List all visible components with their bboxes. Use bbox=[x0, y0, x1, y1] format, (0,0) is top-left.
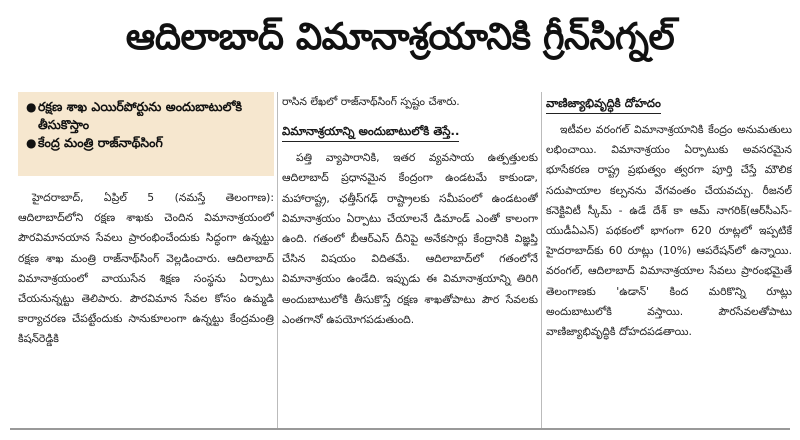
highlight-text: రక్షణ శాఖ ఎయిర్‌పోర్టును అందుబాటులోకి తీసుకొస్తాం bbox=[38, 99, 243, 132]
body-paragraph: ఇటీవల వరంగల్ విమానాశ్రయానికి కేంద్రం అనుమతులు లభించాయి. విమానాశ్రయం ఏర్పాటుకు అవసరమైన భూసేకరణ రాష్ట్ర ప్రభుత్వం త్వరగా పూర్తి చేస్తే మౌలిక సదుపాయాల కల్పనను వేగవంతం చేయవచ్చు. రీజనల్ కనెక్టివిటీ స్కీమ్ - ఉడే దేశ్ కా ఆమ్ నాగరిక్(ఆర్‌సీఎస్-యుడీఏఎన్) పథకంలో భాగంగా 620 రూట్లలో ఇప్పటికే హైదరాబాద్‌కు 60 రూట్లు (10%) ఆపరేషన్‌లో ఉన్నాయి. వరంగల్, ఆదిలాబాద్ విమానాశ్రయాల సేవలు ప్రారంభమైతే తెలంగాణకు 'ఉడాన్' కింద మరికొన్ని రూట్లు అందుబాటులోకి వస్తాయి. పౌరసేవలతోపాటు వాణిజ్యాభివృద్ధికి దోహదపడతాయి. bbox=[546, 123, 792, 339]
bullet-icon: ● bbox=[26, 100, 37, 114]
bullet-icon: ● bbox=[26, 136, 37, 150]
article-column-1 bbox=[18, 92, 274, 350]
highlight-item bbox=[26, 134, 268, 152]
bottom-rule bbox=[10, 428, 790, 430]
body-paragraph: హైదరాబాద్, ఏప్రిల్ 5 (నమస్తే తెలంగాణ): ఆదిలాబాద్‌లోని రక్షణ శాఖకు చెందిన విమానాశ్రయంలో పౌరవిమానయాన సేవలు ప్రారంభించేందుకు సిద్ధంగా ఉన్నట్టు రక్షణ శాఖ మంత్రి రాజ్‌నాథ్‌సింగ్ వెల్లడించారు. ఆదిలాబాద్ విమానాశ్రయంలో వాయుసేన శిక్షణ సంస్థను ఏర్పాటు చేయనున్నట్టు తెలిపారు. పౌరవిమాన సేవల కోసం ఉమ్మడి కార్యాచరణ చేపట్టేందుకు సానుకూలంగా ఉన్నట్టు కేంద్రమంత్రి కిషన్‌రెడ్డికి bbox=[18, 191, 274, 346]
body-paragraph: పత్తి వ్యాపారానికి, ఇతర వ్యవసాయ ఉత్పత్తులకు ఆదిలాబాద్ ప్రధానమైన కేంద్రంగా ఉండటమే కాకుండా, మహారాష్ట్ర, ఛత్తీస్‌గఢ్ రాష్ట్రాలకు సమీపంలో ఉండటంతో విమానాశ్రయం ఏర్పాటు చేయాలనే డిమాండ్ ఎంతో కాలంగా ఉంది. గతంలో బీఆర్‌ఎస్ దీనిపై అనేకసార్లు కేంద్రానికి విజ్ఞప్తి చేసిన విషయం విదితమే. ఆదిలాబాద్‌లో గతంలోనే విమానాశ్రయం ఉండేది. ఇప్పుడు ఈ విమానాశ్రయాన్ని తిరిగి అందుబాటులోకి తీసుకొస్తే రక్షణ శాఖతోపాటు పౌర సేవలకు ఎంతగానో ఉపయోగపడుతుంది. bbox=[282, 151, 538, 326]
column-divider bbox=[277, 92, 278, 428]
headline: ఆదిలాబాద్ విమానాశ్రయానికి గ్రీన్‌సిగ్నల్ bbox=[125, 15, 675, 58]
article-column-2 bbox=[282, 92, 538, 330]
highlights-box bbox=[18, 92, 274, 176]
article-column-3 bbox=[546, 92, 792, 342]
subheading: వాణిజ్యాభివృద్ధికి దోహదం bbox=[546, 93, 661, 114]
body-paragraph: రాసిన లేఖలో రాజ్‌నాథ్‌సింగ్ స్పష్టం చేశారు. bbox=[282, 95, 460, 108]
highlight-item bbox=[26, 98, 268, 134]
highlight-text: కేంద్ర మంత్రి రాజ్‌నాథ్‌సింగ్ bbox=[38, 135, 163, 150]
column-divider bbox=[541, 92, 542, 428]
subheading: విమానాశ్రయాన్ని అందుబాటులోకి తెస్తే.. bbox=[282, 121, 459, 142]
